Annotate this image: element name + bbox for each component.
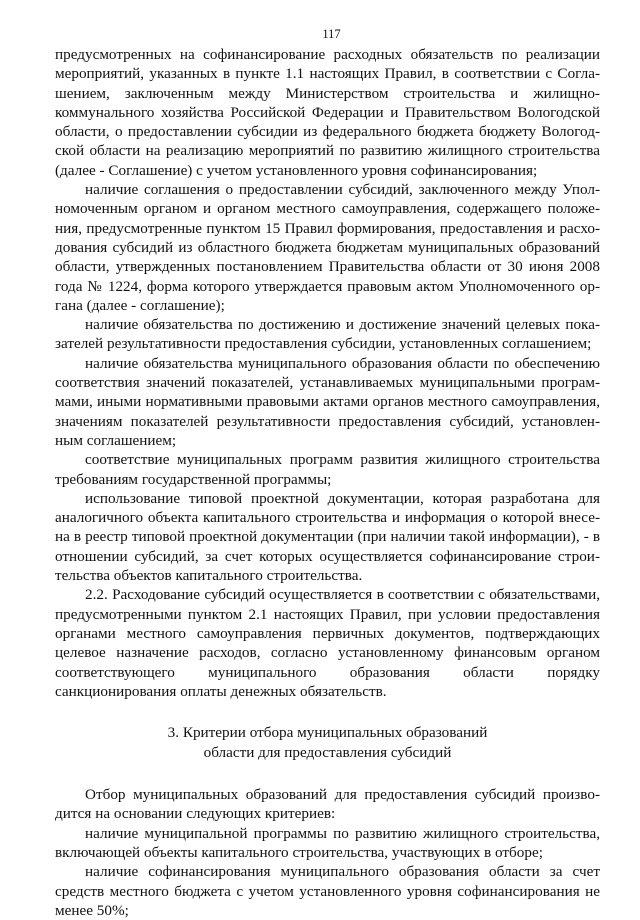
paragraph-agreement-criterion: наличие соглашения о предоставлении субсидий, заключенного между Уполномоченным органом и органом местного самоуправления, содержащего положения, предусмотренные пунктом 15 Правил формирования, предоставления и расходования субсидий из областного бюджета бюджетам муниципальных образований области, утвержденных постановлением Правительства области от 30 июня 2008 года № 1224, форма которого утверждается правовым актом Уполномоченного органа (далее - соглашение); [55, 181, 600, 314]
paragraph-typical-documentation: использование типовой проектной документации, которая разработана для аналогичного объекта капитального строительства и информация о которой внесена в реестр типовой проектной документации (при наличии такой информации), - в отношении субсидий, за счет которых осуществляется софинансирование строительства объектов капитального строительства. [55, 489, 600, 585]
section-heading-line-1: 3. Критерии отбора муниципальных образований [167, 724, 488, 742]
paragraph-2-2-spending: 2.2. Расходование субсидий осуществляется в соответствии с обязательствами, предусмотренными пунктом 2.1 настоящих Правил, при условии предоставления органами местного самоуправления первичных документов, подтверждающих целевое назначение расходов, согласно установленному финансовым органом соответствующего муниципального образования области порядку санкционирования оплаты денежных обязательств. [55, 586, 600, 700]
paragraph-indicators-criterion: наличие обязательства муниципального образования области по обеспечению соответствия значений показателей, устанавливаемых муниципальными программами, иными нормативными правовыми актами органов местного самоуправления, значениям показателей результативности предоставления субсидий, установленным соглашением; [55, 354, 600, 449]
paragraph-selection-intro: Отбор муниципальных образований для предоставления субсидий производится на основании следующих критериев: [55, 786, 600, 823]
section-heading [55, 723, 600, 762]
section-heading-line-2: области для предоставления субсидий [203, 743, 452, 761]
paragraph-targets-criterion: наличие обязательства по достижению и достижение значений целевых показателей результативности предоставления субсидии, установленных соглашением; [55, 316, 600, 353]
paragraph-continuation: предусмотренных на софинансирование расходных обязательств по реализации мероприятий, указанных в пункте 1.1 настоящих Правил, в соответствии с Соглашением, заключенным между Министерством строительства и жилищно-коммунального хозяйства Российской Федерации и Правительством Вологодской области, о предоставлении субсидии из федерального бюджета бюджету Вологодской области на реализацию мероприятий по развитию жилищного строительства (далее - Соглашение) с учетом установленного уровня софинансирования; [55, 46, 600, 179]
document-page [55, 26, 600, 920]
page-number: 117 [322, 27, 341, 41]
paragraph-program-compliance: соответствие муниципальных программ развития жилищного строительства требованиям государственной программы; [55, 451, 600, 488]
paragraph-cofinancing-criterion: наличие софинансирования муниципального образования области за счет средств местного бюджета с учетом установленного уровня софинансирования не менее 50%; [55, 863, 600, 919]
paragraph-program-criterion: наличие муниципальной программы по развитию жилищного строительства, включающей объекты капитального строительства, участвующих в отборе; [55, 824, 600, 861]
